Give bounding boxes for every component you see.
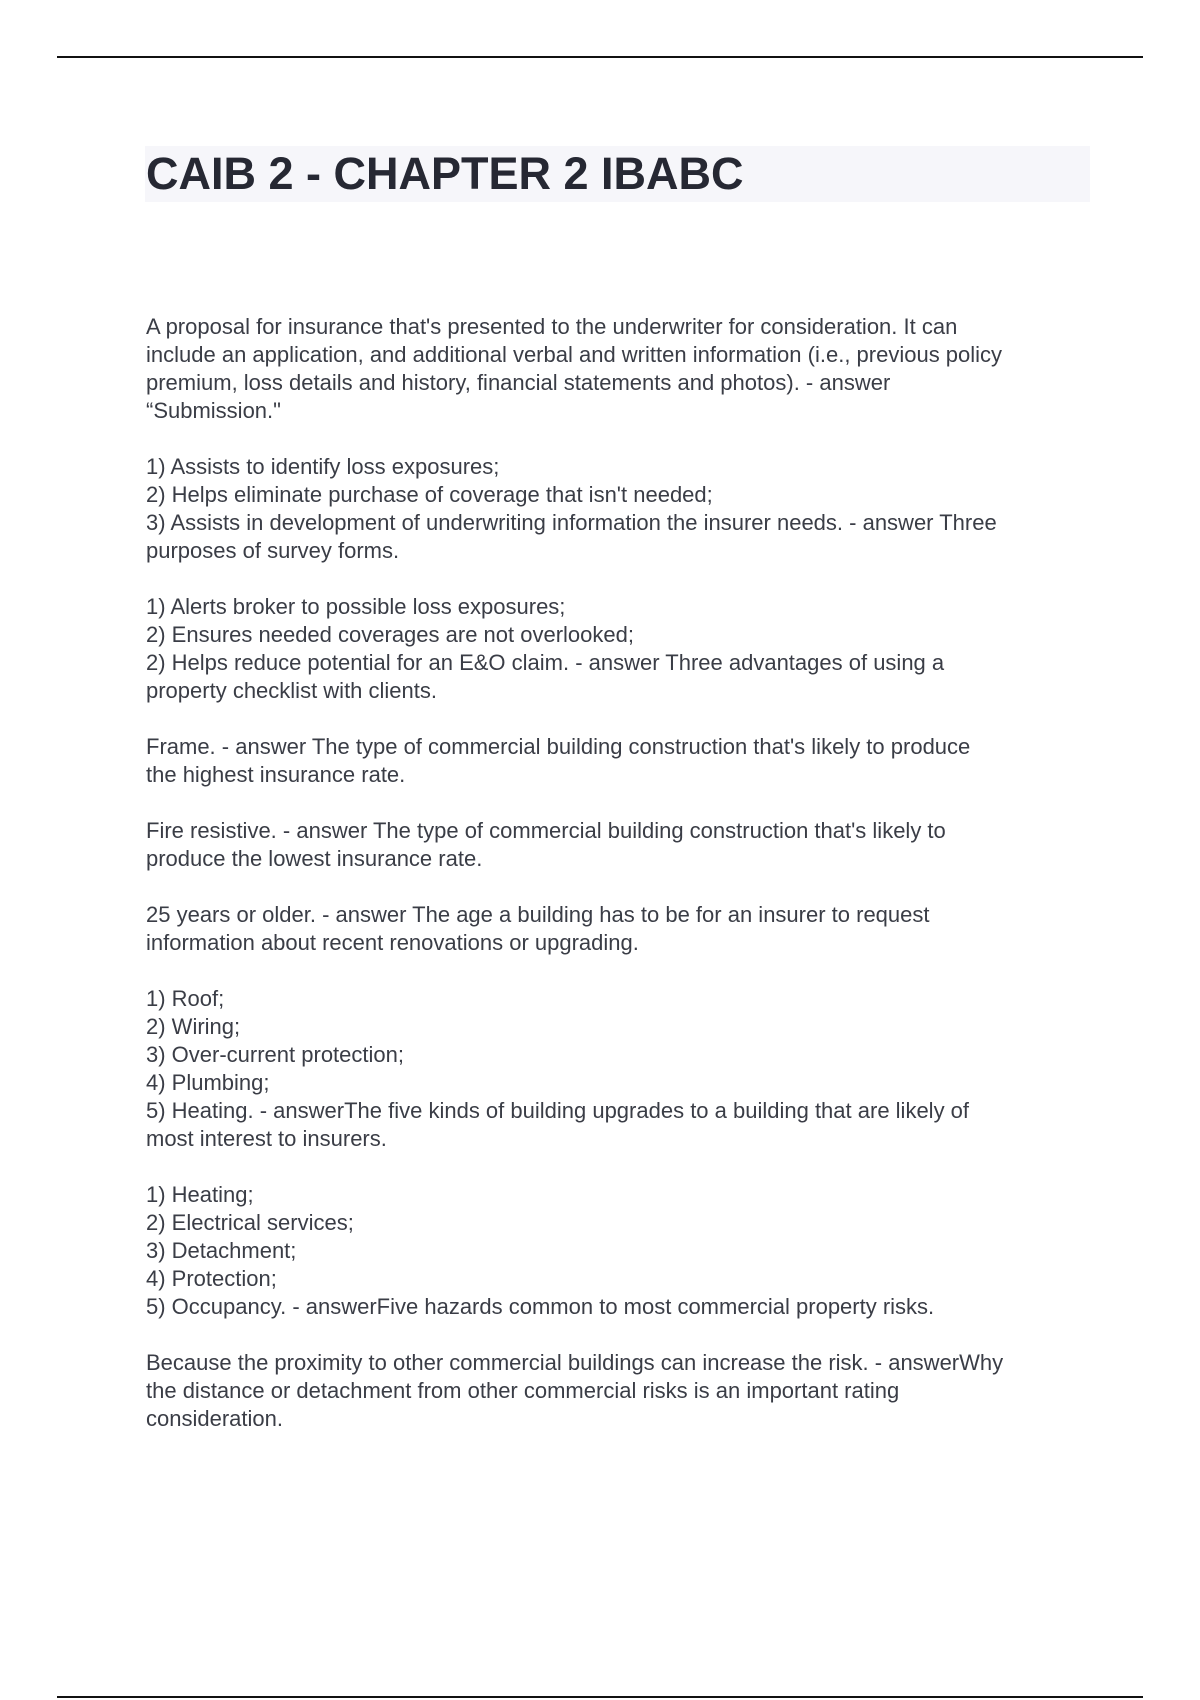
document-body (146, 313, 1096, 1461)
text-line: 5) Heating. - answerThe five kinds of building upgrades to a building that are likely of (146, 1098, 970, 1123)
text-line: 2) Helps reduce potential for an E&O claim. - answer Three advantages of using a (146, 650, 945, 675)
qa-block-upgrades (146, 985, 1096, 1153)
text-line: 2) Wiring; (146, 1014, 241, 1039)
text-line: 3) Assists in development of underwriting information the insurer needs. - answer Three (146, 510, 997, 535)
qa-block-building-age (146, 901, 1096, 957)
qa-block-fire-resistive (146, 817, 1096, 873)
text-line: the highest insurance rate. (146, 762, 406, 787)
text-line: most interest to insurers. (146, 1126, 387, 1151)
text-line: A proposal for insurance that's presented to the underwriter for consideration. It can (146, 314, 958, 339)
text-line: 5) Occupancy. - answerFive hazards common to most commercial property risks. (146, 1294, 935, 1319)
qa-block-detachment (146, 1349, 1096, 1433)
text-line: purposes of survey forms. (146, 538, 400, 563)
text-line: premium, loss details and history, financial statements and photos). - answer (146, 370, 891, 395)
text-line: Frame. - answer The type of commercial building construction that's likely to produce (146, 734, 971, 759)
qa-block-hazards (146, 1181, 1096, 1321)
text-line: 1) Roof; (146, 986, 225, 1011)
text-line: 1) Heating; (146, 1182, 254, 1207)
text-line: “Submission." (146, 398, 281, 423)
text-line: 3) Detachment; (146, 1238, 297, 1263)
text-line: 2) Ensures needed coverages are not overlooked; (146, 622, 634, 647)
text-line: Fire resistive. - answer The type of commercial building construction that's likely to (146, 818, 946, 843)
text-line: 25 years or older. - answer The age a building has to be for an insurer to request (146, 902, 930, 927)
text-line: property checklist with clients. (146, 678, 437, 703)
text-line: the distance or detachment from other commercial risks is an important rating (146, 1378, 900, 1403)
qa-block-submission (146, 313, 1096, 425)
top-divider (57, 56, 1143, 58)
text-line: 2) Electrical services; (146, 1210, 354, 1235)
text-line: 3) Over-current protection; (146, 1042, 404, 1067)
text-line: consideration. (146, 1406, 283, 1431)
text-line: 1) Assists to identify loss exposures; (146, 454, 500, 479)
page-title: CAIB 2 - CHAPTER 2 IBABC (146, 148, 744, 199)
qa-block-frame (146, 733, 1096, 789)
bottom-divider (57, 1696, 1143, 1698)
text-line: information about recent renovations or upgrading. (146, 930, 639, 955)
qa-block-survey-forms (146, 453, 1096, 565)
text-line: 1) Alerts broker to possible loss exposures; (146, 594, 566, 619)
qa-block-property-checklist (146, 593, 1096, 705)
text-line: 4) Protection; (146, 1266, 277, 1291)
text-line: 2) Helps eliminate purchase of coverage that isn't needed; (146, 482, 713, 507)
text-line: include an application, and additional verbal and written information (i.e., previous policy (146, 342, 1003, 367)
text-line: Because the proximity to other commercial buildings can increase the risk. - answerWhy (146, 1350, 1004, 1375)
text-line: 4) Plumbing; (146, 1070, 270, 1095)
text-line: produce the lowest insurance rate. (146, 846, 483, 871)
